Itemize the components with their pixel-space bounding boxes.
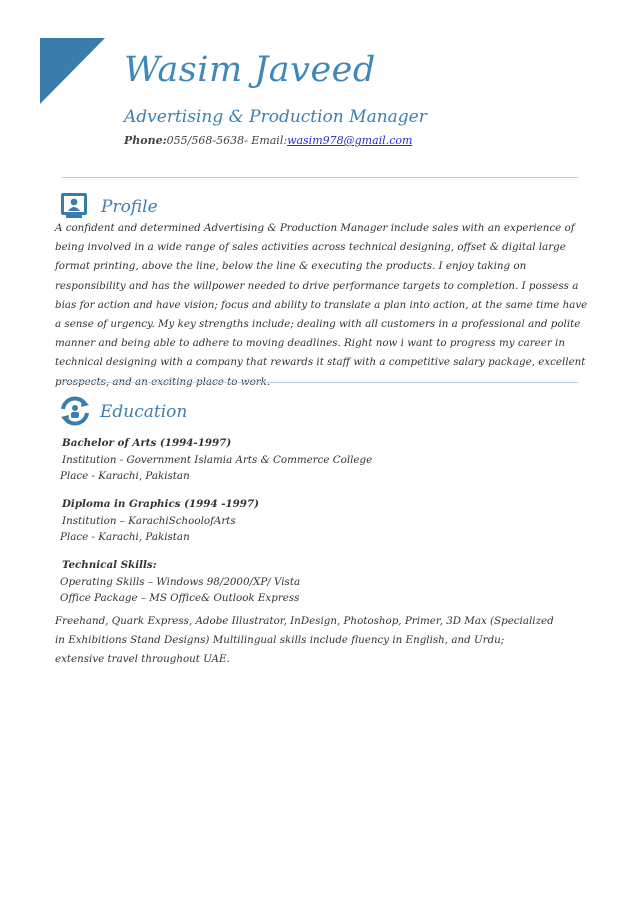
- profile-heading: Profile: [101, 197, 158, 217]
- divider-middle: [62, 382, 578, 383]
- education-cycle-icon: [58, 394, 92, 428]
- corner-triangle-decoration: [40, 38, 105, 104]
- entry-title: Diploma in Graphics (1994 -1997): [62, 498, 260, 510]
- job-title: Advertising & Production Manager: [124, 107, 427, 127]
- office-package: Office Package – MS Office& Outlook Express: [60, 592, 300, 604]
- technical-skills-block: [58, 557, 598, 606]
- entry-institution: Institution – KarachiSchoolofArts: [62, 515, 236, 527]
- email-link[interactable]: wasim978@gmail.com: [287, 134, 413, 147]
- entry-institution: Institution - Government Islamia Arts & Commerce College: [62, 454, 373, 466]
- operating-skills: Operating Skills – Windows 98/2000/XP/ Vista: [60, 576, 301, 588]
- email-label: Email:: [247, 134, 288, 147]
- education-heading: Education: [100, 402, 188, 422]
- phone-value: 055/568-5638-: [166, 134, 248, 147]
- phone-label: Phone:: [124, 134, 167, 147]
- divider-top: [62, 177, 578, 178]
- profile-summary: A confident and determined Advertising & Production Manager include sales with an experience of being involved in a wide range of sales activities across technical designing, offset & digital large format printing, above the line, below the line & executing the products. I enjoy taking on responsibility and has the willpower needed to drive performance targets to completion. I possess a bias for action and have vision; focus and ability to translate a plan into action, at the same time have a sense of urgency. My key strengths include; dealing with all customers in a professional and polite manner and being able to adhere to moving deadlines. Right now i want to progress my career in technical designing with a company that rewards it staff with a competitive salary package, excellent prospects, and an exciting place to work.: [55, 222, 588, 388]
- contact-line: [124, 134, 412, 147]
- education-entry-diploma: [58, 496, 598, 545]
- education-list: [58, 435, 598, 618]
- skills-title: Technical Skills:: [62, 559, 157, 571]
- entry-place: Place - Karachi, Pakistan: [60, 470, 190, 482]
- candidate-name: Wasim Javeed: [124, 50, 376, 90]
- profile-card-icon: [58, 188, 92, 222]
- software-skills-paragraph: Freehand, Quark Express, Adobe Illustrator, InDesign, Photoshop, Primer, 3D Max (Specialized in Exhibitions Stand Designs) Multilingual skills include fluency in English, and Urdu; extensive travel throughout UAE.: [55, 615, 554, 665]
- entry-title: Bachelor of Arts (1994-1997): [62, 437, 232, 449]
- entry-place: Place - Karachi, Pakistan: [60, 531, 190, 543]
- education-entry-bachelor: [58, 435, 598, 484]
